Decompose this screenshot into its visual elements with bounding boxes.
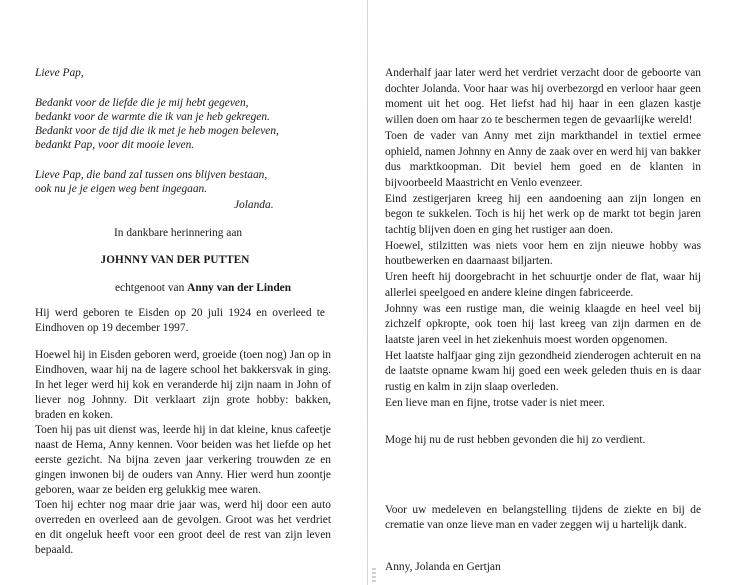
thanks-text: Voor uw medeleven en belangstelling tijdens de ziekte en bij de crematie van onze lieve man en vader zeggen wij u hartelijk dank.	[385, 504, 701, 531]
poem-line: bedankt voor de warmte die ik van je heb gekregen.	[35, 111, 270, 123]
birth-death-text: Hij werd geboren te Eisden op 20 juli 1924 en overleed te Eindhoven op 19 december 1997.	[35, 307, 325, 334]
poem-signature: Jolanda.	[234, 199, 274, 211]
story-paragraph: Toen de vader van Anny met zijn markthandel in textiel ermee ophield, namen Johnny en Anny de zaak over en werd hij van bakker dus marktkoopman. Dit beviel hem goed en de klanten in bijvoorbeeld Maastricht en Venlo evenzeer.	[385, 129, 701, 189]
story-paragraph: Anderhalf jaar later werd het verdriet verzacht door de geboorte van dochter Jolanda. Voor haar was hij overbezorgd en verloor haar geen moment uit het oog. Het liefst had hij haar in een glazen kastje willen doen om haar zo te beschermen tegen de gevaarlijke wereld!	[385, 67, 701, 127]
story-paragraph: Hoewel hij in Eisden geboren werd, groeide (toen nog) Jan op in Eindhoven, waar hij na de lagere school het bakkersvak in ging. In het leger werd hij kok en veranderde hij zijn naam in John of liever nog Johnny. Dit verklaart zijn grote hobby: bakken, braden en koken.	[35, 349, 331, 421]
deceased-name: JOHNNY VAN DER PUTTEN	[100, 254, 250, 266]
story-paragraph: Hoewel, stilzitten was niets voor hem en zijn nieuwe hobby was houtbewerken en daarnaast biljarten.	[385, 239, 701, 268]
life-story-left	[35, 348, 331, 558]
spouse-line	[115, 281, 291, 295]
in-memory-heading: In dankbare herinnering aan	[114, 227, 243, 239]
poem-line: ook nu je je eigen weg bent ingegaan.	[35, 183, 208, 195]
poem-line: bedankt Pap, voor dit mooie leven.	[35, 139, 195, 151]
story-paragraph: Het laatste halfjaar ging zijn gezondheid zienderogen achteruit en na de laatste opname kwam hij goed een week geleden thuis en is daar rustig en kalm in zijn slaap overleden.	[385, 349, 701, 394]
card-fold-line	[367, 0, 368, 585]
poem-line: Bedankt voor de tijd die ik met je heb mogen beleven,	[35, 125, 279, 137]
story-paragraph: Toen hij pas uit dienst was, leerde hij in dat kleine, knus cafeetje naast de Hema, Anny kennen. Voor beiden was het liefde op het eerste gezicht. Na bijna zeven jaar verkering trouwden ze en gingen inwonen bij de ouders van Anny. Hier werd hun zoontje geboren, waar ze beiden erg gelukkig mee waren.	[35, 424, 331, 496]
rest-wish: Moge hij nu de rust hebben gevonden die hij zo verdient.	[385, 434, 646, 446]
fold-mark	[372, 568, 376, 582]
story-paragraph: Toen hij echter nog maar drie jaar was, werd hij door een auto overreden en overleed aan de gevolgen. Groot was het verdriet en dit ongeluk heeft voor een groot deel de rest van zijn leven bepaald.	[35, 499, 331, 556]
story-paragraph: Uren heeft hij doorgebracht in het schuurtje onder de flat, waar hij allerlei speelgoed en andere kleine dingen fabriceerde.	[385, 271, 701, 299]
poem-line: Lieve Pap, die band zal tussen ons blijven bestaan,	[35, 169, 268, 181]
poem-salutation: Lieve Pap,	[35, 67, 84, 79]
story-paragraph: Een lieve man en fijne, trotse vader is niet meer.	[385, 396, 605, 409]
spouse-prefix: echtgenoot van	[115, 282, 185, 294]
spouse-name: Anny van der Linden	[187, 282, 292, 294]
story-paragraph: Eind zestigerjaren kreeg hij een aandoening aan zijn longen en begon te sukkelen. Toch is hij het werk op de markt tot begin jaren tachtig blijven doen en ging het rustiger aan doen.	[385, 192, 701, 237]
poem-line: Bedankt voor de liefde die je mij hebt gegeven,	[35, 97, 249, 109]
life-story-right	[385, 66, 701, 411]
story-paragraph: Johnny was een rustige man, die weinig klaagde en heel veel bij zichzelf opkropte, ook toen hij last kreeg van zijn darmen en de laatste jaren veel in het ziekenhuis moest worden opgenomen.	[385, 302, 701, 346]
family-names: Anny, Jolanda en Gertjan	[385, 561, 501, 573]
